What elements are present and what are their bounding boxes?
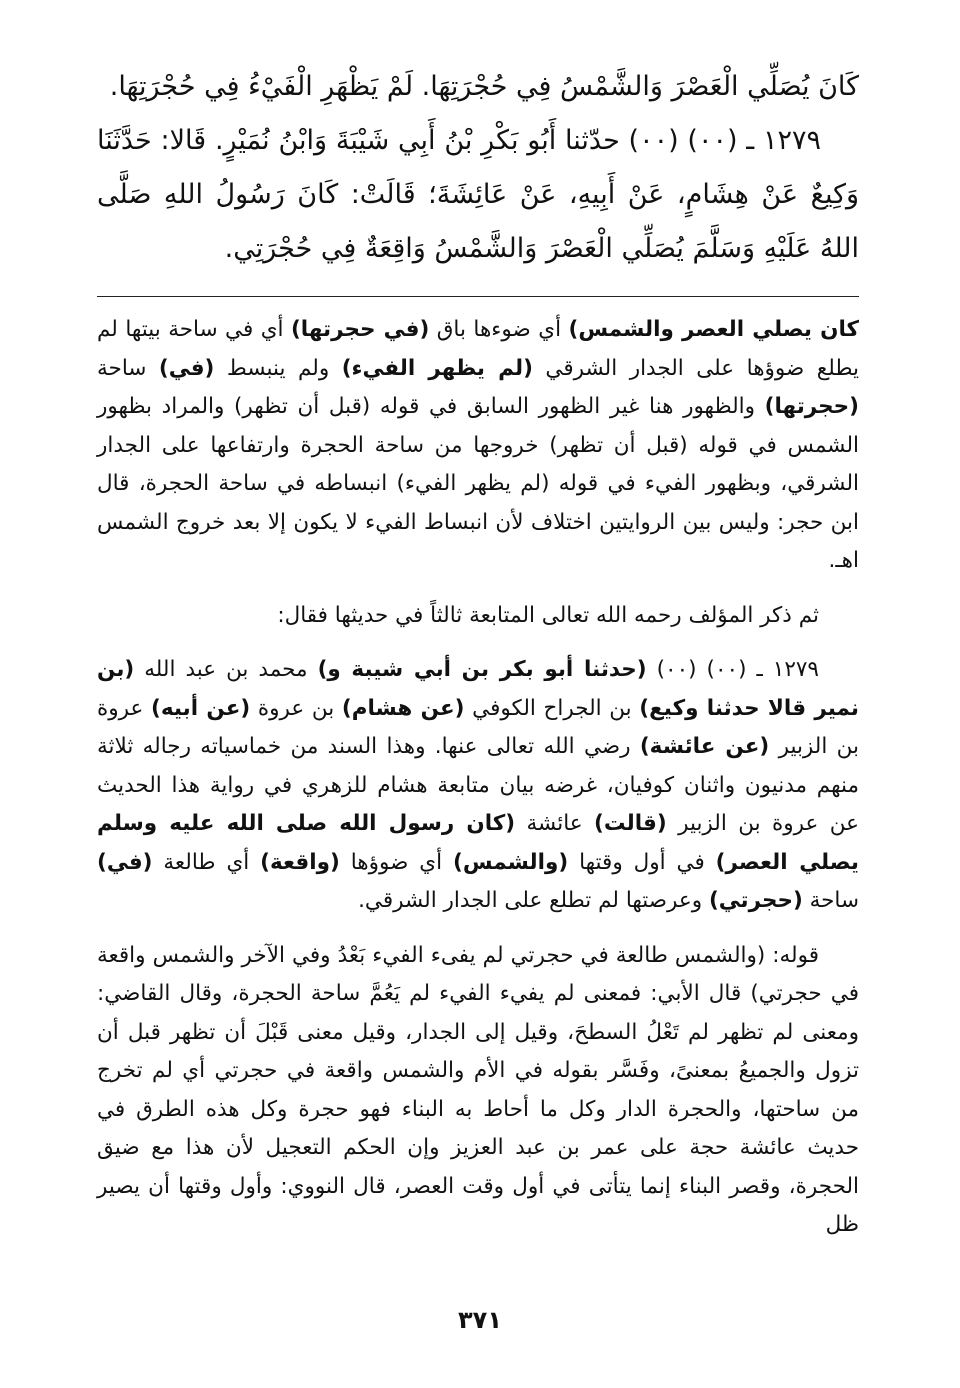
bold-quote: (عن عائشة): [639, 734, 770, 759]
commentary-text: في أول وقتها: [568, 849, 716, 875]
commentary-text: والظهور هنا غير الظهور السابق في قوله (قبل أن تظهر) والمراد بظهور الشمس في قوله (قبل أن تظهر) خروجها من ساحة الحجرة وارتفاعها على الجدار الشرقي، وبظهور الفيء في قوله (لم يظهر الفيء) انبساطه في ساحة الحجرة، قال ابن حجر: وليس بين الروايتين اختلاف لأن انبساط الفيء لا يكون إلا بعد خروج الشمس اهـ.: [97, 394, 859, 573]
page-body: [97, 60, 859, 1245]
commentary-text: محمد بن عبد الله: [134, 657, 318, 682]
commentary-text: رضي الله تعالى عنها. وهذا السند من خماسياته رجاله ثلاثة منهم مدنيون واثنان كوفيان، غرضه بيان متابعة هشام للزهري في رواية هذا الحديث عن عروة بن الزبير: [97, 734, 859, 836]
hadith-paragraph: ١٢٧٩ ـ (٠٠) (٠٠) حدّثنا أَبُو بَكْرِ بْنُ أَبِي شَيْبَةَ وَابْنُ نُمَيْرٍ. قَالا: حَدَّثَنَا وَكِيعٌ عَنْ هِشَامٍ، عَنْ أَبِيهِ، عَنْ عَائِشَةَ؛ قَالَتْ: كَانَ رَسُولُ اللهِ صَلَّى اللهُ عَلَيْهِ وَسَلَّمَ يُصَلِّي الْعَصْرَ وَالشَّمْسُ وَاقِعَةٌ فِي حُجْرَتِي.: [97, 125, 859, 264]
commentary-text: ولم ينبسط: [214, 355, 342, 381]
commentary-text: أي ضوءها باق: [429, 317, 569, 342]
bold-quote: (والشمس): [453, 849, 569, 875]
commentary: [97, 311, 859, 1245]
bold-quote: (حجرتي): [708, 888, 803, 913]
bold-quote: (قالت): [594, 811, 667, 836]
hadith-line: كَانَ يُصَلِّي الْعَصْرَ وَالشَّمْسُ فِي حُجْرَتِهَا. لَمْ يَظْهَرِ الْفَيْءُ فِي حُجْرَتِهَا.: [109, 71, 859, 102]
commentary-text: ساحة: [802, 888, 859, 913]
page-number: ٣٧١: [458, 1306, 502, 1334]
commentary-text: أي طالعة: [152, 849, 261, 875]
bold-quote: (كان رسول الله صلى الله عليه وسلم يصلي العصر): [97, 811, 859, 875]
commentary-text: عروة بن الزبير: [97, 695, 860, 759]
bold-quote: (حدثنا أبو بكر بن أبي شيبة و): [317, 657, 647, 682]
commentary-paragraph-4: قوله: (والشمس طالعة في حجرتي لم يفىء الفيء بَعْدُ وفي الآخر والشمس واقعة في حجرتي) قال الأبي: فمعنى لم يفيء الفيء لم يَعُمَّ ساحة الحجرة، وقال القاضي: ومعنى لم تظهر لم تَعْلُ السطحَ، وقيل إلى الجدار، وقيل معنى قَبْلَ أن تظهر قبل أن تزول والجميعُ بمعنىً، وفَسَّر بقوله في الأم والشمس واقعة في حجرتي أي لم تخرج من ساحتها، والحجرة الدار وكل ما أحاط به البناء فهو حجرة وكل هذه الطرق في حديث عائشة حجة على عمر بن عبد العزيز وإن الحكم التعجيل لأن هذا مع ضيق الحجرة، وقصر البناء إنما يتأتى في أول وقت العصر، قال النووي: وأول وقتها أن يصير ظل: [97, 942, 859, 1237]
bold-quote: (في حجرتها): [290, 317, 430, 342]
bold-quote: (في): [158, 355, 215, 381]
bold-quote: (حجرتها): [764, 394, 859, 419]
bold-quote: (بن نمير قالا حدثنا وكيع): [97, 657, 859, 721]
commentary-paragraph-3: [97, 651, 859, 921]
bold-quote: (عن أبيه): [151, 695, 251, 721]
commentary-text: ١٢٧٩ ـ (٠٠) (٠٠): [646, 657, 819, 682]
commentary-text: بن عروة: [250, 695, 342, 721]
bold-quote: (لم يظهر الفيء): [341, 355, 533, 381]
commentary-paragraph-1: [97, 311, 859, 581]
bold-quote: (واقعة): [260, 849, 340, 875]
separator-line: [97, 296, 859, 297]
commentary-text: أي ضوؤها: [339, 849, 454, 875]
commentary-text: عائشة: [515, 811, 595, 836]
commentary-text: أي في ساحة بيتها لم يطلع ضوؤها على الجدار الشرقي: [97, 317, 859, 381]
hadith-text: [97, 60, 859, 276]
commentary-paragraph-2: ثم ذكر المؤلف رحمه الله تعالى المتابعة ثالثاً في حديثها فقال:: [277, 602, 819, 628]
bold-quote: كان يصلي العصر والشمس): [568, 317, 860, 342]
bold-quote: (في): [97, 849, 153, 875]
bold-quote: (عن هشام): [341, 695, 465, 721]
commentary-text: وعرصتها لم تطلع على الجدار الشرقي.: [358, 888, 709, 913]
commentary-text: ساحة: [97, 355, 159, 381]
commentary-text: بن الجراح الكوفي: [464, 695, 640, 721]
